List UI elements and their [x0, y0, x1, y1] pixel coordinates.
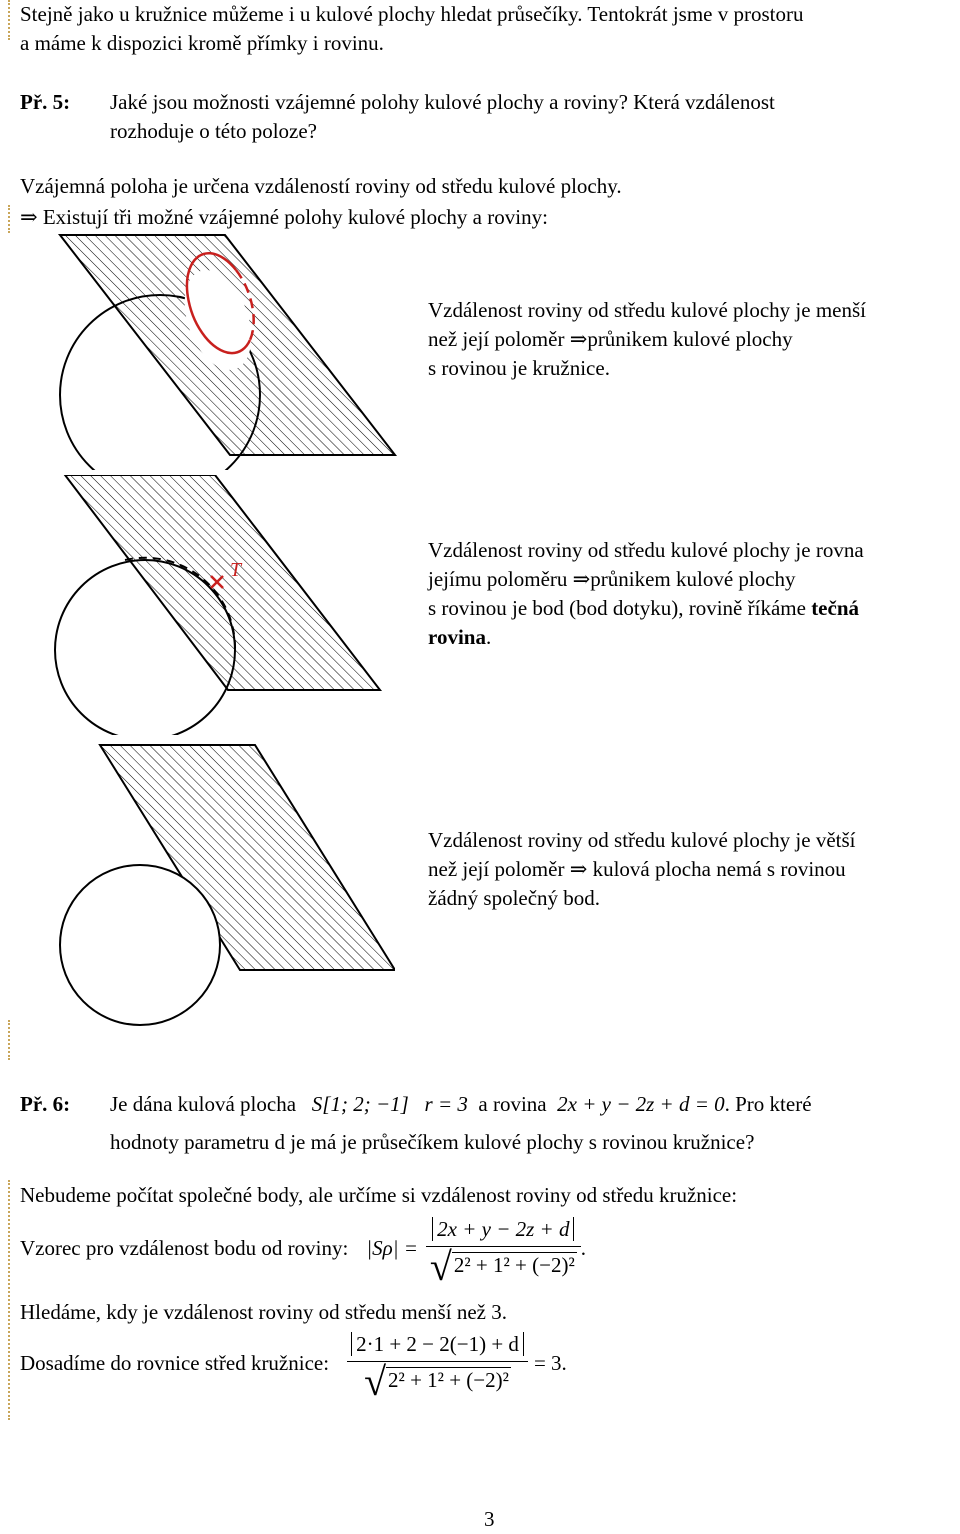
- intro-line-1: Stejně jako u kružnice můžeme i u kulové plochy hledat průsečíky. Tentokrát jsme v prostoru: [20, 2, 804, 26]
- distance-formula: Vzorec pro vzdálenost bodu od roviny: |Sρ| = $\frac{2x + y - 2z + d}{\text{√2² + 1² + (−2)²}}$ .: [20, 1217, 586, 1289]
- example-6-question-1: Je dána kulová plocha S[1; 2; −1] r = 3 a rovina 2x + y − 2z + d = 0. Pro které: [110, 1092, 812, 1116]
- tangent-point-label: T: [230, 559, 242, 581]
- case-2-line-4: rovina.: [428, 625, 492, 649]
- figure-plane-misses-sphere: [55, 740, 395, 1030]
- margin-marker: [8, 0, 10, 40]
- solution-line-3: Hledáme, kdy je vzdálenost roviny od středu menší než 3.: [20, 1300, 507, 1324]
- solution-line-1: Nebudeme počítat společné body, ale určíme si vzdálenost roviny od středu kružnice:: [20, 1183, 738, 1207]
- case-2-line-3: s rovinou je bod (bod dotyku), rovině říkáme tečná: [428, 596, 860, 620]
- example-5-label: Př. 5:: [20, 90, 71, 114]
- margin-marker: [8, 205, 10, 233]
- case-3-line-3: žádný společný bod.: [428, 886, 601, 910]
- margin-marker: [8, 1180, 10, 1420]
- sphere-outline: [60, 865, 220, 1025]
- example-6-question-2: hodnoty parametru d je má je průsečíkem kulové plochy s rovinou kružnice?: [110, 1130, 755, 1154]
- sphere-center: S[1; 2; −1]: [311, 1092, 409, 1116]
- figure-plane-cuts-sphere: [30, 230, 430, 470]
- implies-arrow: ⇒: [572, 567, 591, 591]
- substitution-formula: Dosadíme do rovnice střed kružnice: $\frac{2\cdot 1 + 2 - 2(-1) + d}{\text{√2² + 1² + (−2)²}}$ = 3.: [20, 1332, 567, 1404]
- case-3-line-2: než její poloměr ⇒ kulová plocha nemá s rovinou: [428, 857, 846, 881]
- case-2-line-1: Vzdálenost roviny od středu kulové plochy je rovna: [428, 538, 864, 562]
- example-6-label: Př. 6:: [20, 1092, 71, 1116]
- plane-equation: 2x + y − 2z + d = 0: [557, 1092, 725, 1116]
- case-3-line-1: Vzdálenost roviny od středu kulové plochy je větší: [428, 828, 856, 852]
- figure-tangent-plane: [50, 475, 390, 735]
- case-2-line-2: jejímu poloměru ⇒průnikem kulové plochy: [428, 567, 796, 591]
- implies-arrow: ⇒: [569, 857, 588, 881]
- case-1-line-1: Vzdálenost roviny od středu kulové plochy je menší: [428, 298, 866, 322]
- page-number: 3: [484, 1507, 495, 1531]
- example-5-question-1: Jaké jsou možnosti vzájemné polohy kulové plochy a roviny? Která vzdálenost: [110, 90, 775, 114]
- implies-arrow: ⇒: [20, 205, 38, 229]
- intro-line-2: a máme k dispozici kromě přímky i rovinu.: [20, 31, 384, 55]
- case-1-line-2: než její poloměr ⇒průnikem kulové plochy: [428, 327, 793, 351]
- example-5-answer-1: Vzájemná poloha je určena vzdáleností roviny od středu kulové plochy.: [20, 174, 622, 198]
- implies-arrow: ⇒: [569, 327, 588, 351]
- example-5-question-2: rozhoduje o této poloze?: [110, 119, 318, 143]
- case-1-line-3: s rovinou je kružnice.: [428, 356, 610, 380]
- example-5-answer-2: ⇒ Existují tři možné vzájemné polohy kulové plochy a roviny:: [20, 205, 548, 229]
- margin-marker: [8, 1020, 10, 1060]
- sphere-radius: r = 3: [424, 1092, 468, 1116]
